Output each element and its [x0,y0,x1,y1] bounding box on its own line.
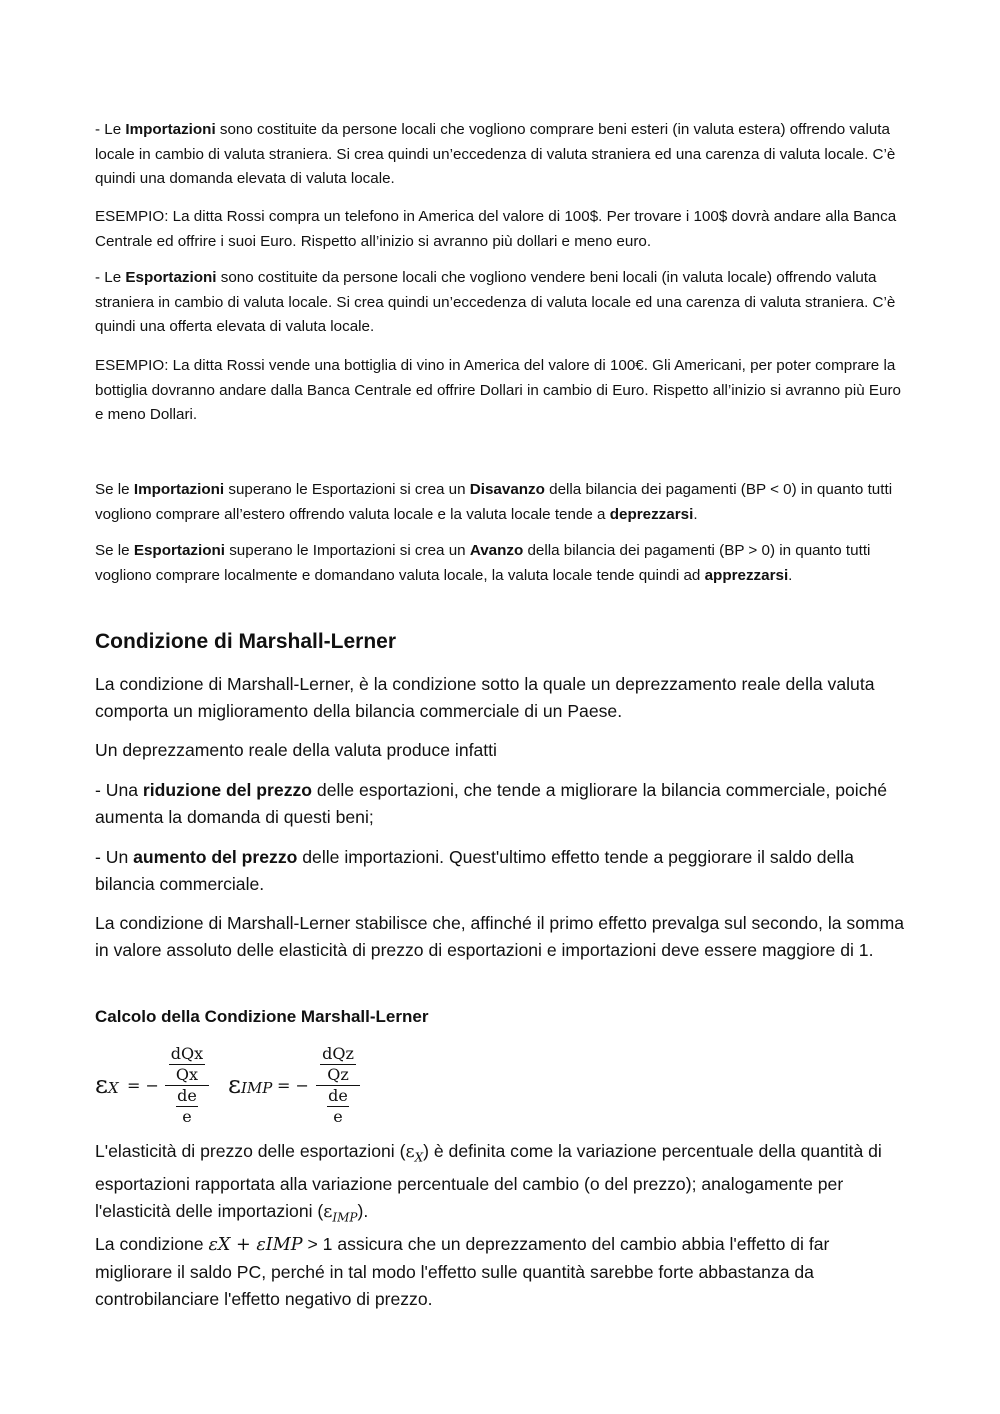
numerator-de: de [316,1085,360,1106]
elasticity-formulas [95,1042,495,1128]
text: della bilancia dei pagamenti (BP < 0) in quanto tutti vogliono comprare all’estero offrendo valuta locale e la valuta locale tende a [95,481,893,523]
text: delle esportazioni, che tende a migliorare la bilancia commerciale, poiché aumenta la domanda di questi beni; [95,780,888,827]
denominator-e: e [327,1106,349,1127]
paragraph-avanzo [95,539,905,588]
subscript-imp: IMP [332,1210,358,1225]
section-heading: Condizione di Marshall-Lerner [95,630,397,653]
paragraph-esempio-esportazioni: ESEMPIO: La ditta Rossi vende una bottiglia di vino in America del valore di 100€. Gli Americani, per poter comprare la bottiglia dovranno andare dalla Banca Centrale ed offrire Dollari in cambio di Euro. Rispetto all’inizio si avranno più Euro e meno Dollari. [95,357,901,423]
equals-minus: = − [277,1076,309,1095]
text: Se le [95,542,134,559]
epsilon-symbol: ε [405,1142,415,1162]
epsilon-symbol: ε [228,1070,241,1099]
subscript-x: X [107,1079,119,1097]
bold-text: Importazioni [133,481,225,498]
subscript-x: X [414,1150,424,1165]
text: L'elasticità di prezzo delle esportazioni ( [95,1141,406,1161]
paragraph-elasticity-definition [95,1138,905,1231]
bold-text: Disavanzo [469,481,545,498]
text: La condizione [95,1234,209,1254]
paragraph-ml-import [95,844,905,898]
paragraph-ml-intro: Un deprezzamento reale della valuta produce infatti [95,740,497,760]
bold-text: deprezzarsi [609,505,694,523]
paragraph-ml-condition: La condizione di Marshall-Lerner stabilisce che, affinché il primo effetto prevalga sul secondo, la somma in valore assoluto delle elasticità di prezzo di esportazioni e importazioni deve essere maggiore di 1. [95,913,905,960]
text: - Un [95,847,134,867]
numerator-de: de [165,1085,209,1106]
inline-condition-math: εX + εIMP [208,1235,303,1255]
text: Se le [95,481,134,498]
subscript-imp: IMP [240,1079,273,1097]
text: . [693,505,698,523]
paragraph-importazioni [95,118,905,192]
subheading: Calcolo della Condizione Marshall-Lerner [95,1007,429,1026]
text: della bilancia dei pagamenti (BP > 0) in quanto tutti vogliono comprare localmente e domandano valuta locale, la valuta locale tende quindi ad [95,542,871,584]
denominator-qz: Qz [320,1064,356,1085]
bold-text: apprezzarsi [704,566,789,584]
text: - Le [95,121,126,138]
numerator-dqz: dQz [322,1044,354,1063]
paragraph-condition-conclusion [95,1231,905,1312]
paragraph-disavanzo [95,478,905,527]
text: - Una [95,780,143,800]
paragraph-ml-definition: La condizione di Marshall-Lerner, è la condizione sotto la quale un deprezzamento reale della valuta comporta un miglioramento della bilancia commerciale di un Paese. [95,674,875,721]
text: superano le Importazioni si crea un [224,542,470,559]
text: > 1 assicura che un deprezzamento del cambio abbia l'effetto di far migliorare il saldo PC, perché in tal modo l'effetto sulle quantità sarebbe forte abbastanza da controbilanciare l'effetto negativo di prezzo. [95,1234,830,1309]
text: sono costituite da persone locali che vogliono vendere beni locali (in valuta locale) offrendo valuta straniera in cambio di valuta locale. Si crea quindi un’eccedenza di valuta locale ed una carenza di valuta straniera. C’è quindi una offerta elevata di valuta locale. [95,269,896,335]
text: delle importazioni. Quest'ultimo effetto tende a peggiorare il saldo della bilancia commerciale. [95,847,854,894]
inline-epsilon-imp [323,1202,358,1225]
epsilon-imp [228,1070,272,1099]
epsilon-symbol: ε [323,1202,333,1223]
paragraph-esempio-importazioni: ESEMPIO: La ditta Rossi compra un telefono in America del valore di 100$. Per trovare i 100$ dovrà andare alla Banca Centrale ed offrire i suoi Euro. Rispetto all’inizio si avranno più dollari e meno euro. [95,208,897,250]
numerator-dqx: dQx [170,1044,204,1063]
paragraph-esportazioni [95,266,905,340]
bold-text: Importazioni [125,121,216,138]
bold-text: riduzione del prezzo [142,780,313,800]
epsilon-symbol: ε [95,1070,108,1099]
epsilon-x [95,1070,119,1099]
bold-text: Avanzo [469,542,524,559]
text: sono costituite da persone locali che vogliono comprare beni esteri (in valuta estera) offrendo valuta locale in cambio di valuta straniera. Si crea quindi un’eccedenza di valuta straniera ed una carenza di valuta locale. C’è quindi una domanda elevata di valuta locale. [95,121,896,187]
inline-epsilon-x [405,1142,424,1165]
equals-minus: = − [127,1076,159,1095]
denominator-qx: Qx [169,1064,205,1085]
bold-text: Esportazioni [125,269,217,286]
paragraph-ml-export [95,777,905,831]
text: ). [357,1201,369,1222]
text: ) è definita come la variazione percentuale della quantità di esportazioni rapportata alla variazione percentuale del cambio (o del prezzo); analogamente per l'elasticità delle importazioni ( [95,1141,882,1222]
bold-text: Esportazioni [133,542,225,559]
text: . [788,566,793,584]
fraction-x [165,1044,209,1127]
bold-text: aumento del prezzo [133,847,298,867]
text: - Le [95,269,126,286]
denominator-e: e [176,1106,198,1127]
fraction-imp [316,1044,360,1127]
text: superano le Esportazioni si crea un [224,481,470,498]
